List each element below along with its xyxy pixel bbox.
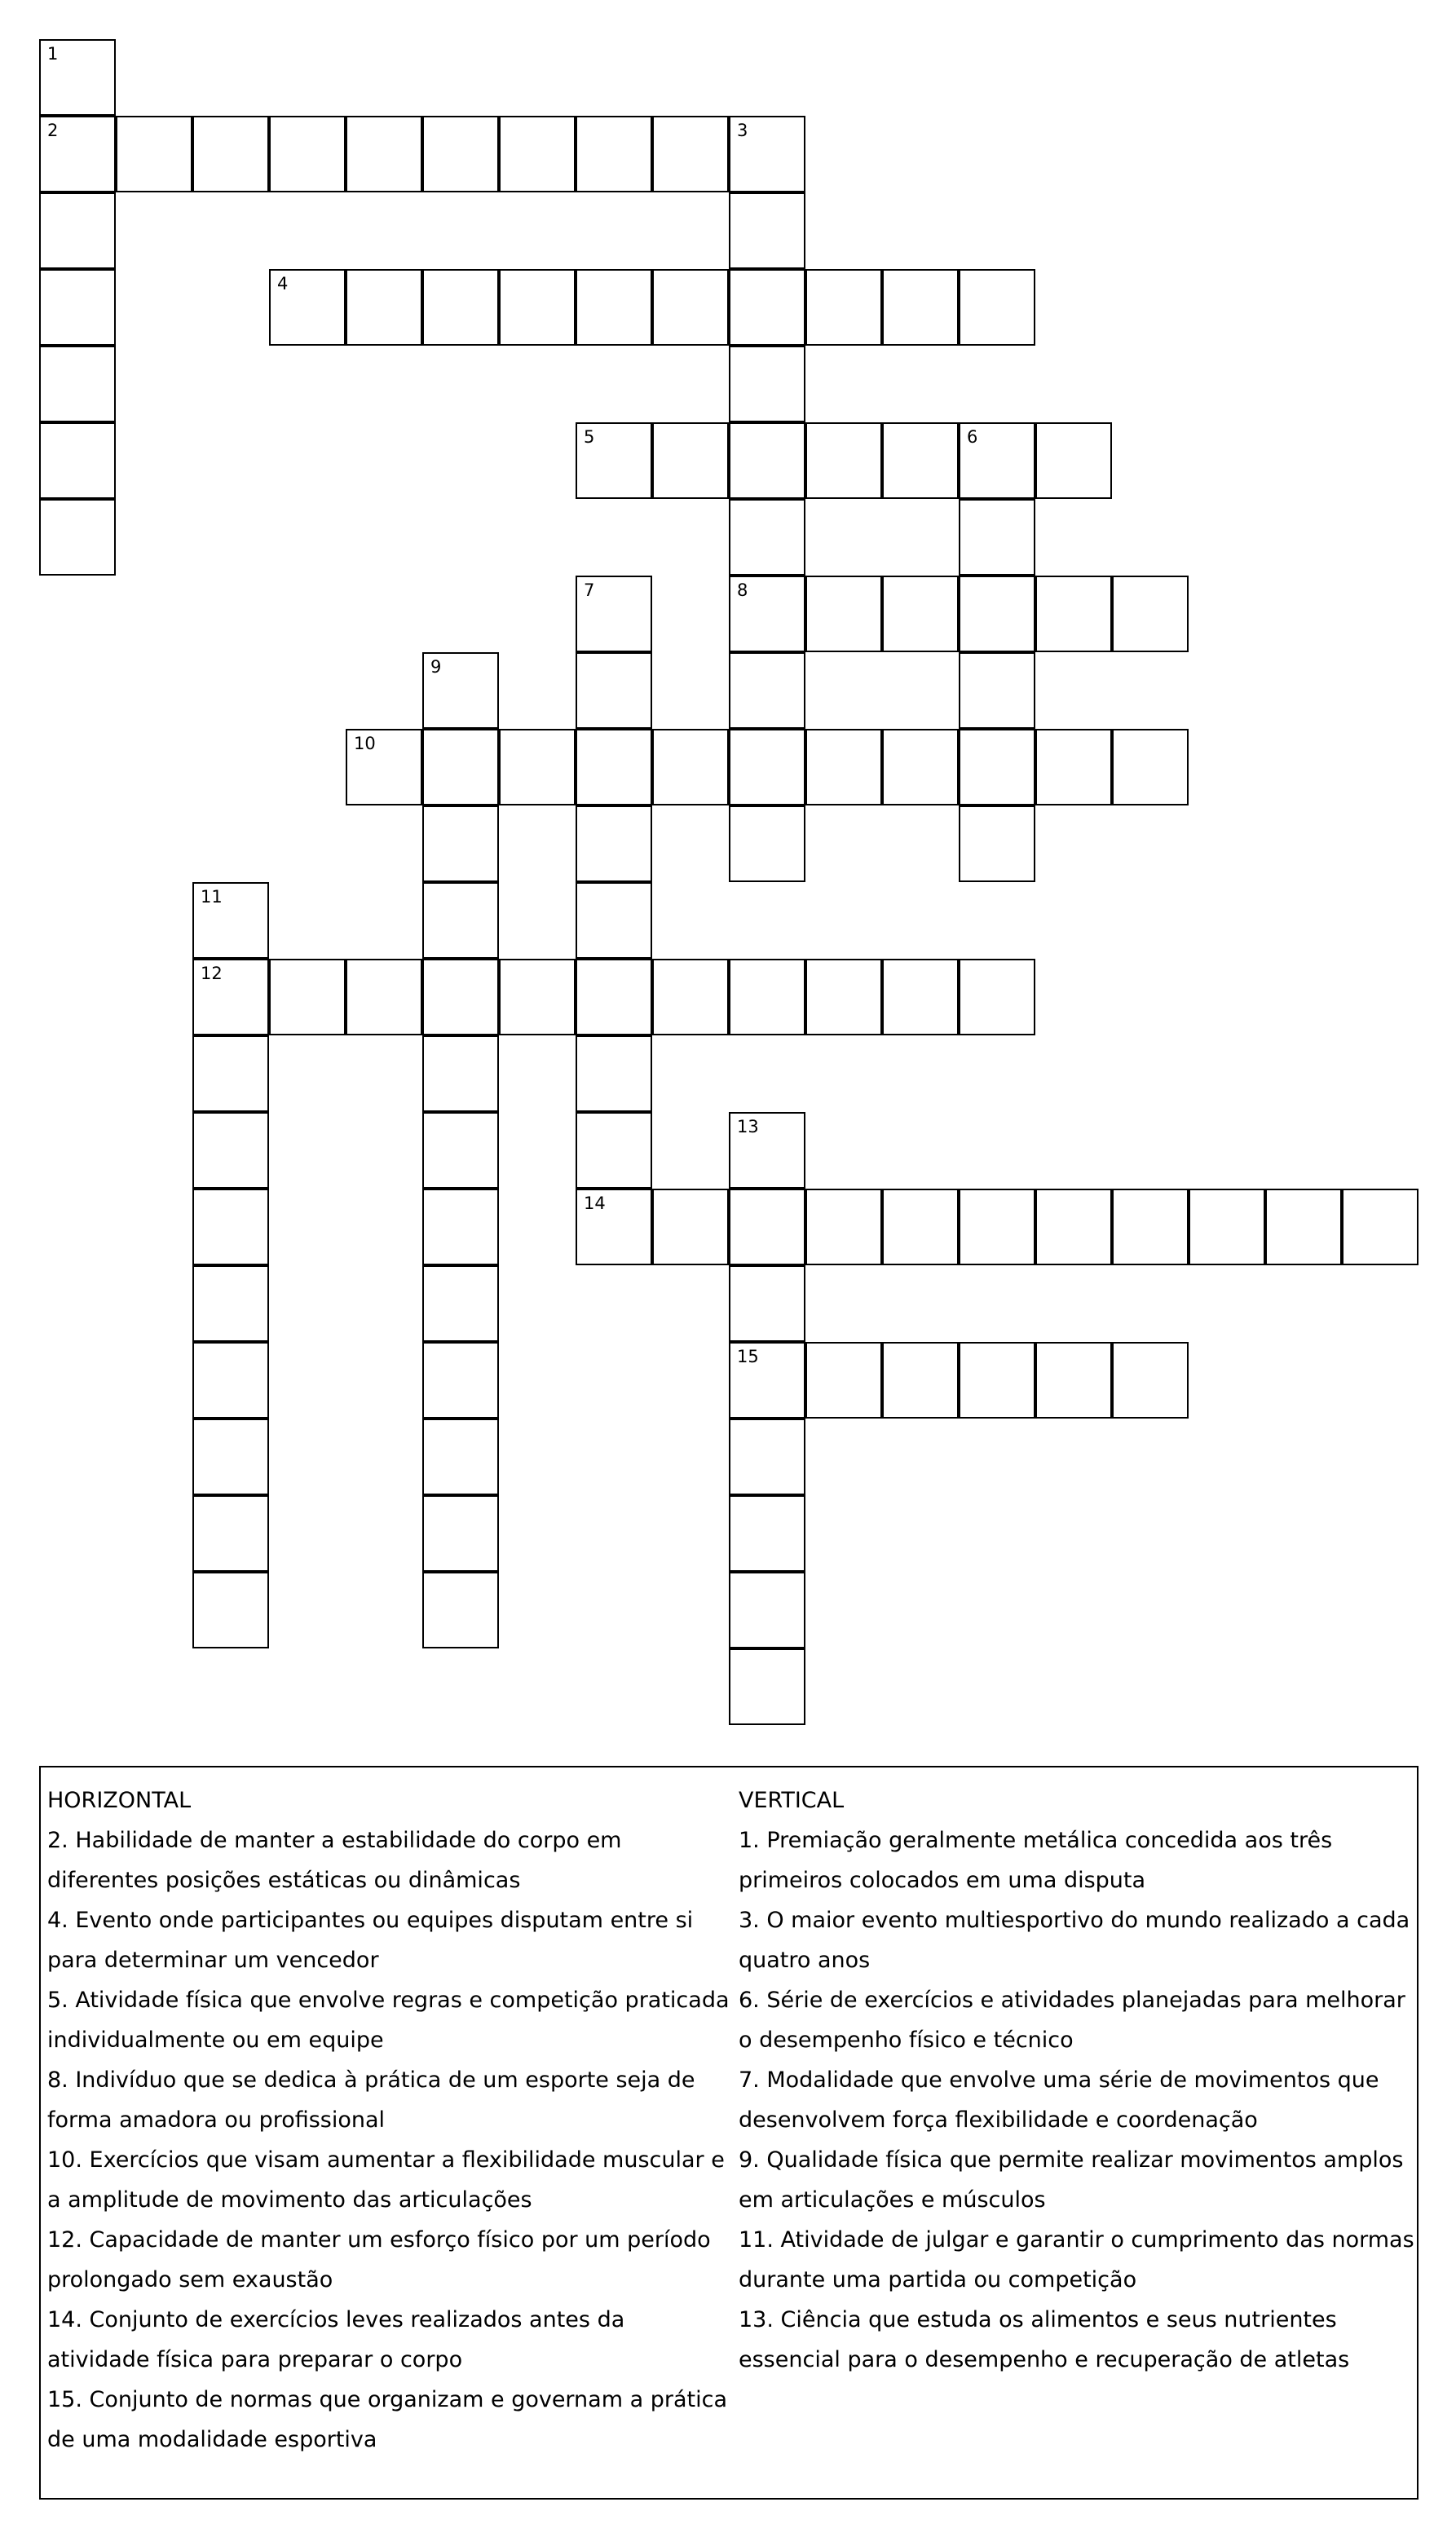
crossword-cell[interactable] — [729, 1342, 805, 1419]
crossword-cell[interactable] — [805, 422, 882, 499]
clue-vertical-11: 11. Atividade de julgar e garantir o cumprimento das normas durante uma partida ou competição — [739, 2227, 1414, 2292]
crossword-cell[interactable] — [346, 116, 422, 192]
crossword-cell[interactable] — [1035, 1189, 1112, 1265]
clue-horizontal-15: 15. Conjunto de normas que organizam e governam a prática de uma modalidade esportiva — [47, 2387, 727, 2452]
clue-horizontal-14: 14. Conjunto de exercícios leves realizados antes da atividade física para preparar o corpo — [47, 2307, 625, 2372]
crossword-cell[interactable] — [729, 192, 805, 269]
clue-number: 8 — [737, 580, 748, 600]
crossword-cell[interactable] — [422, 882, 499, 959]
crossword-cell[interactable] — [422, 1419, 499, 1495]
crossword-cell[interactable] — [652, 1189, 729, 1265]
clue-vertical-1: 1. Premiação geralmente metálica concedida aos três primeiros colocados em uma disputa — [739, 1828, 1333, 1893]
crossword-cell[interactable] — [1112, 729, 1189, 805]
crossword-cell[interactable] — [422, 959, 499, 1035]
crossword-cell[interactable] — [729, 1495, 805, 1572]
crossword-cell[interactable] — [1189, 1189, 1265, 1265]
crossword-cell[interactable] — [729, 652, 805, 729]
crossword-cell[interactable] — [652, 959, 729, 1035]
crossword-cell[interactable] — [1112, 576, 1189, 652]
vertical-clues — [739, 1781, 1417, 2380]
clue-number: 14 — [584, 1194, 606, 1213]
crossword-cell[interactable] — [1035, 729, 1112, 805]
clue-number: 3 — [737, 121, 748, 140]
crossword-cell[interactable] — [882, 1342, 959, 1419]
crossword-cell[interactable] — [346, 729, 422, 805]
crossword-cell[interactable] — [39, 422, 116, 499]
clue-horizontal-2: 2. Habilidade de manter a estabilidade do corpo em diferentes posições estáticas ou dinâmicas — [47, 1828, 622, 1893]
crossword-cell[interactable] — [192, 882, 269, 959]
crossword-cell[interactable] — [882, 576, 959, 652]
crossword-cell[interactable] — [192, 116, 269, 192]
crossword-cell[interactable] — [729, 1419, 805, 1495]
crossword-cell[interactable] — [192, 1265, 269, 1342]
clue-vertical-9: 9. Qualidade física que permite realizar movimentos amplos em articulações e músculos — [739, 2147, 1404, 2213]
crossword-cell[interactable] — [1112, 1189, 1189, 1265]
crossword-cell[interactable] — [499, 269, 576, 346]
crossword-cell[interactable] — [652, 729, 729, 805]
clue-vertical-3: 3. O maior evento multiesportivo do mundo realizado a cada quatro anos — [739, 1908, 1410, 1973]
crossword-cell[interactable] — [576, 1112, 652, 1189]
crossword-cell[interactable] — [192, 1495, 269, 1572]
crossword-cell[interactable] — [346, 269, 422, 346]
crossword-cell[interactable] — [192, 1342, 269, 1419]
clue-number: 6 — [967, 427, 978, 447]
clue-number: 12 — [201, 964, 223, 983]
crossword-cell[interactable] — [192, 1112, 269, 1189]
crossword-cell[interactable] — [805, 729, 882, 805]
crossword-cell[interactable] — [729, 116, 805, 192]
crossword-cell[interactable] — [1035, 576, 1112, 652]
horizontal-clues — [47, 1781, 732, 2460]
crossword-cell[interactable] — [882, 422, 959, 499]
crossword-cell[interactable] — [1035, 422, 1112, 499]
crossword-cell[interactable] — [39, 499, 116, 576]
crossword-cell[interactable] — [39, 116, 116, 192]
crossword-cell[interactable] — [882, 729, 959, 805]
crossword-cell[interactable] — [422, 1572, 499, 1648]
crossword-cell[interactable] — [499, 729, 576, 805]
clue-horizontal-10: 10. Exercícios que visam aumentar a flexibilidade muscular e a amplitude de movimento das articulações — [47, 2147, 725, 2213]
crossword-cell[interactable] — [729, 269, 805, 346]
crossword-cell[interactable] — [1035, 1342, 1112, 1419]
crossword-cell[interactable] — [192, 1572, 269, 1648]
crossword-cell[interactable] — [576, 882, 652, 959]
crossword-cell[interactable] — [1265, 1189, 1342, 1265]
crossword-cell[interactable] — [882, 269, 959, 346]
crossword-cell[interactable] — [422, 652, 499, 729]
crossword-cell[interactable] — [422, 1265, 499, 1342]
crossword-cell[interactable] — [729, 576, 805, 652]
crossword-cell[interactable] — [39, 192, 116, 269]
crossword-cell[interactable] — [959, 652, 1035, 729]
crossword-cell[interactable] — [192, 1035, 269, 1112]
clue-number: 2 — [47, 121, 59, 140]
crossword-cell[interactable] — [882, 959, 959, 1035]
crossword-cell[interactable] — [805, 269, 882, 346]
crossword-cell[interactable] — [805, 576, 882, 652]
crossword-cell[interactable] — [729, 1112, 805, 1189]
crossword-cell[interactable] — [422, 1189, 499, 1265]
crossword-cell[interactable] — [422, 1035, 499, 1112]
crossword-cell[interactable] — [729, 346, 805, 422]
clue-number: 1 — [47, 44, 59, 64]
crossword-cell[interactable] — [422, 269, 499, 346]
clue-number: 4 — [277, 274, 289, 293]
crossword-cell[interactable] — [959, 1189, 1035, 1265]
clue-horizontal-4: 4. Evento onde participantes ou equipes disputam entre si para determinar um vencedor — [47, 1908, 694, 1973]
crossword-cell[interactable] — [576, 116, 652, 192]
crossword-cell[interactable] — [959, 499, 1035, 576]
crossword-cell[interactable] — [269, 959, 346, 1035]
crossword-cell[interactable] — [39, 39, 116, 116]
crossword-cell[interactable] — [576, 576, 652, 652]
crossword-cell[interactable] — [576, 652, 652, 729]
crossword-cell[interactable] — [499, 116, 576, 192]
crossword-cell[interactable] — [269, 116, 346, 192]
crossword-cell[interactable] — [576, 1189, 652, 1265]
crossword-cell[interactable] — [729, 1189, 805, 1265]
clue-vertical-13: 13. Ciência que estuda os alimentos e seus nutrientes essencial para o desempenho e recuperação de atletas — [739, 2307, 1350, 2372]
crossword-cell[interactable] — [192, 959, 269, 1035]
clue-vertical-6: 6. Série de exercícios e atividades planejadas para melhorar o desempenho físico e técnico — [739, 1988, 1405, 2053]
clue-number: 10 — [354, 734, 376, 753]
crossword-cell[interactable] — [192, 1419, 269, 1495]
clue-horizontal-5: 5. Atividade física que envolve regras e competição praticada individualmente ou em equipe — [47, 1988, 730, 2053]
crossword-cell[interactable] — [959, 805, 1035, 882]
crossword-cell[interactable] — [576, 729, 652, 805]
crossword-cell[interactable] — [729, 1572, 805, 1648]
crossword-cell[interactable] — [576, 805, 652, 882]
clue-horizontal-8: 8. Indivíduo que se dedica à prática de um esporte seja de forma amadora ou profissional — [47, 2067, 695, 2133]
crossword-cell[interactable] — [729, 422, 805, 499]
crossword-cell[interactable] — [192, 1189, 269, 1265]
clue-number: 15 — [737, 1347, 759, 1366]
crossword-cell[interactable] — [576, 1035, 652, 1112]
crossword-cell[interactable] — [422, 116, 499, 192]
crossword-cell[interactable] — [805, 1342, 882, 1419]
clue-number: 5 — [584, 427, 595, 447]
crossword-cell[interactable] — [729, 959, 805, 1035]
crossword-cell[interactable] — [576, 959, 652, 1035]
clues-box — [39, 1766, 1418, 2500]
clue-vertical-7: 7. Modalidade que envolve uma série de movimentos que desenvolvem força flexibilidade e coordenação — [739, 2067, 1379, 2133]
horizontal-heading: HORIZONTAL — [47, 1788, 192, 1813]
crossword-cell[interactable] — [729, 805, 805, 882]
crossword-cell[interactable] — [116, 116, 192, 192]
crossword-cell[interactable] — [805, 1189, 882, 1265]
clue-number: 7 — [584, 580, 595, 600]
crossword-cell[interactable] — [422, 1112, 499, 1189]
crossword-cell[interactable] — [652, 116, 729, 192]
clue-number: 9 — [430, 657, 442, 677]
crossword-cell[interactable] — [959, 959, 1035, 1035]
crossword-cell[interactable] — [346, 959, 422, 1035]
clue-number: 13 — [737, 1117, 759, 1136]
crossword-cell[interactable] — [422, 1495, 499, 1572]
crossword-cell[interactable] — [882, 1189, 959, 1265]
crossword-cell[interactable] — [959, 729, 1035, 805]
clue-number: 11 — [201, 887, 223, 907]
crossword-cell[interactable] — [422, 729, 499, 805]
vertical-heading: VERTICAL — [739, 1788, 845, 1813]
crossword-cell[interactable] — [652, 269, 729, 346]
crossword-cell[interactable] — [729, 729, 805, 805]
crossword-cell[interactable] — [1112, 1342, 1189, 1419]
crossword-cell[interactable] — [652, 422, 729, 499]
crossword-cell[interactable] — [805, 959, 882, 1035]
crossword-cell[interactable] — [959, 1342, 1035, 1419]
crossword-cell[interactable] — [422, 1342, 499, 1419]
crossword-cell[interactable] — [959, 422, 1035, 499]
crossword-cell[interactable] — [269, 269, 346, 346]
crossword-cell[interactable] — [576, 269, 652, 346]
crossword-cell[interactable] — [422, 805, 499, 882]
crossword-cell[interactable] — [729, 499, 805, 576]
crossword-cell[interactable] — [499, 959, 576, 1035]
clue-horizontal-12: 12. Capacidade de manter um esforço físico por um período prolongado sem exaustão — [47, 2227, 711, 2292]
crossword-cell[interactable] — [39, 269, 116, 346]
crossword-cell[interactable] — [1342, 1189, 1418, 1265]
crossword-cell[interactable] — [959, 269, 1035, 346]
crossword-cell[interactable] — [39, 346, 116, 422]
crossword-cell[interactable] — [729, 1265, 805, 1342]
crossword-cell[interactable] — [576, 422, 652, 499]
crossword-cell[interactable] — [729, 1648, 805, 1725]
crossword-cell[interactable] — [959, 576, 1035, 652]
